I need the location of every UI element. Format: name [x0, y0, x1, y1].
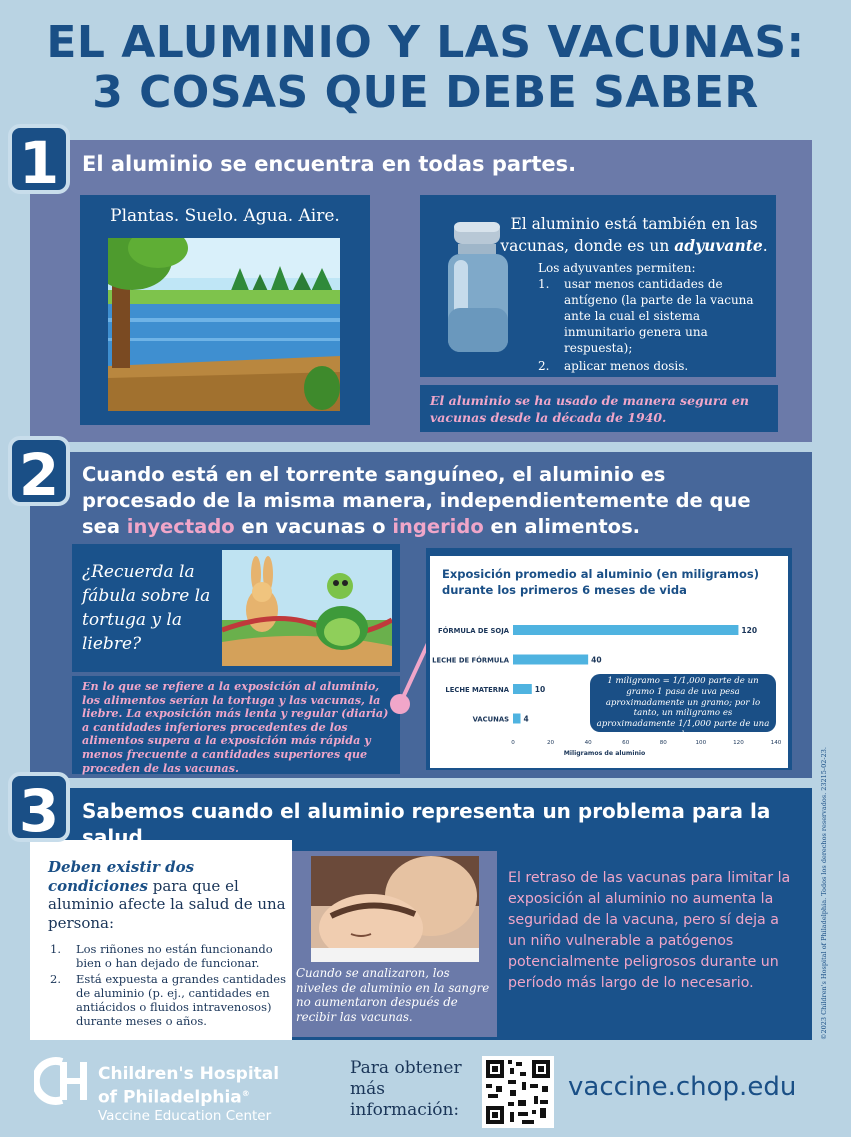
chart-bar	[513, 625, 738, 635]
adjuvant-item	[538, 276, 768, 356]
heading-part-a: Cuando está en el torrente sanguíneo, el aluminio es procesado de la misma manera, independientemente de que sea	[82, 463, 751, 538]
conditions-rest: para que el aluminio afecte la salud de una persona:	[48, 876, 286, 932]
fable-explanation: En lo que se refiere a la exposición al aluminio, los alimentos serían la tortuga y las vacunas, la liebre. La exposición más lenta y regular (diaria) a cantidades inferiores procedentes de los alimentos supera a la exposición más rápida y menos frecuente a cantidades superiores que proceden de las vacunas.	[82, 679, 389, 775]
vaccine-adjuvant-text	[498, 214, 770, 257]
chop-logo-icon	[34, 1056, 92, 1106]
conditions-emphasis: Deben existir dos condiciones	[48, 858, 195, 895]
registered-mark: ®	[241, 1089, 250, 1098]
condition-item	[50, 972, 286, 1028]
vaccine-text-part-b: .	[762, 237, 768, 255]
photo-caption: Cuando se analizaron, los niveles de aluminio en la sangre no aumentaron después de recibir las vacunas.	[296, 966, 490, 1024]
heading-part-c: en alimentos.	[483, 515, 641, 538]
section-1-heading: El aluminio se encuentra en todas partes.	[82, 152, 577, 176]
condition-item-text: Los riñones no están funcionando bien o han dejado de funcionar.	[76, 942, 273, 970]
section-2-heading	[82, 462, 782, 540]
conditions-list	[50, 942, 286, 1030]
chart-value-label: 10	[534, 685, 546, 694]
heading-part-b: en vacunas o	[234, 515, 393, 538]
chart-bar	[513, 655, 588, 665]
section-2-number: 2	[8, 436, 70, 506]
conditions-intro	[48, 858, 288, 932]
mother-baby-photo	[311, 856, 479, 962]
org-name-line2-wrap	[98, 1084, 279, 1108]
chart-tick-label: 40	[584, 740, 592, 746]
fable-question: ¿Recuerda la fábula sobre la tortuga y la liebre?	[82, 562, 211, 654]
org-center-name: Vaccine Education Center	[98, 1108, 272, 1124]
adjuvant-item	[538, 358, 768, 374]
safety-note: El aluminio se ha usado de manera segura en vacunas desde la década de 1940.	[430, 393, 749, 425]
chart-category-label: LECHE MATERNA	[445, 686, 509, 694]
aluminum-exposure-chart	[430, 556, 788, 768]
chart-tick-label: 20	[547, 740, 555, 746]
milligram-note: 1 miligramo = 1/1,000 parte de un gramo 1 pasa de uva pesa aproximadamente un gramo; por lo tanto, un miligramo es aproximadamente 1/1,000 parte de una pasa de uva.	[596, 676, 770, 740]
chart-category-label: FÓRMULA DE SOJA	[437, 627, 509, 635]
chart-tick-label: 120	[733, 740, 744, 746]
adjuvant-item-text: usar menos cantidades de antígeno (la parte de la vacuna ante la cual el sistema inmunitario genera una respuesta);	[564, 277, 754, 355]
condition-item-number: 1.	[50, 942, 61, 956]
chart-category-label: VACUNAS	[472, 715, 509, 724]
chart-tick-label: 80	[659, 740, 667, 746]
chart-bar	[513, 684, 532, 694]
adjuvant-item-text: aplicar menos dosis.	[564, 359, 689, 373]
chart-tick-label: 0	[511, 740, 515, 746]
vaccine-text-part-a: El aluminio está también en las vacunas, donde es un	[500, 215, 758, 255]
org-name	[98, 1064, 279, 1108]
more-info-label: Para obtener más información:	[350, 1058, 462, 1120]
nature-caption: Plantas. Suelo. Agua. Aire.	[110, 206, 340, 226]
adjuvants-intro: Los adyuvantes permiten:	[538, 261, 696, 275]
chart-value-label: 40	[591, 655, 602, 665]
chart-tick-label: 60	[622, 740, 630, 746]
vaccine-delay-text: El retraso de las vacunas para limitar la exposición al aluminio no aumenta la seguridad de la vacuna, pero sí deja a un niño vulnerable a patógenos potencialmente peligrosos durante un período más largo de lo necesario.	[508, 870, 791, 991]
page-title-line1: EL ALUMINIO Y LAS VACUNAS:	[46, 17, 805, 68]
chart-category-label: LECHE DE FÓRMULA	[432, 656, 509, 665]
section-1-number: 1	[8, 124, 70, 194]
adjuvant-item-number: 2.	[538, 359, 550, 373]
page-title	[0, 18, 851, 118]
website-link[interactable]: vaccine.chop.edu	[568, 1072, 797, 1102]
chart-tick-label: 140	[770, 740, 782, 746]
condition-item-text: Está expuesta a grandes cantidades de aluminio (p. ej., cantidades en antiácidos o fluidos intravenosos) durante meses o años.	[76, 972, 286, 1028]
qr-code[interactable]	[482, 1056, 554, 1128]
chart-value-label: 4	[523, 714, 529, 724]
chart-value-label: 120	[741, 626, 758, 635]
org-name-line1: Children's Hospital	[98, 1064, 280, 1084]
adjuvant-item-number: 1.	[538, 277, 550, 291]
copyright-notice: ©2023 Children's Hospital of Philadelphia. Todos los derechos reservados. 23215-02-23.	[820, 747, 828, 1040]
page-title-line2: 3 COSAS QUE DEBE SABER	[92, 67, 759, 118]
chart-title: Exposición promedio al aluminio (en miligramos) durante los primeros 6 meses de vida	[442, 567, 759, 597]
section-3-number: 3	[8, 772, 70, 842]
condition-item	[50, 942, 286, 970]
lake-landscape-image	[108, 238, 340, 411]
adjuvants-list	[538, 276, 768, 376]
heading-ingested: ingerido	[392, 515, 484, 538]
chart-x-axis-label: Miligramos de aluminio	[563, 750, 646, 757]
tortoise-hare-image	[222, 550, 392, 666]
heading-injected: inyectado	[126, 515, 235, 538]
adjuvant-term: adyuvante	[674, 236, 763, 255]
condition-item-number: 2.	[50, 972, 61, 986]
org-name-line2: of Philadelphia	[98, 1087, 242, 1108]
chart-bar	[513, 714, 521, 724]
chart-tick-label: 100	[695, 740, 707, 746]
section-3-heading: Sabemos cuando el aluminio representa un problema para la salud.	[82, 799, 771, 849]
